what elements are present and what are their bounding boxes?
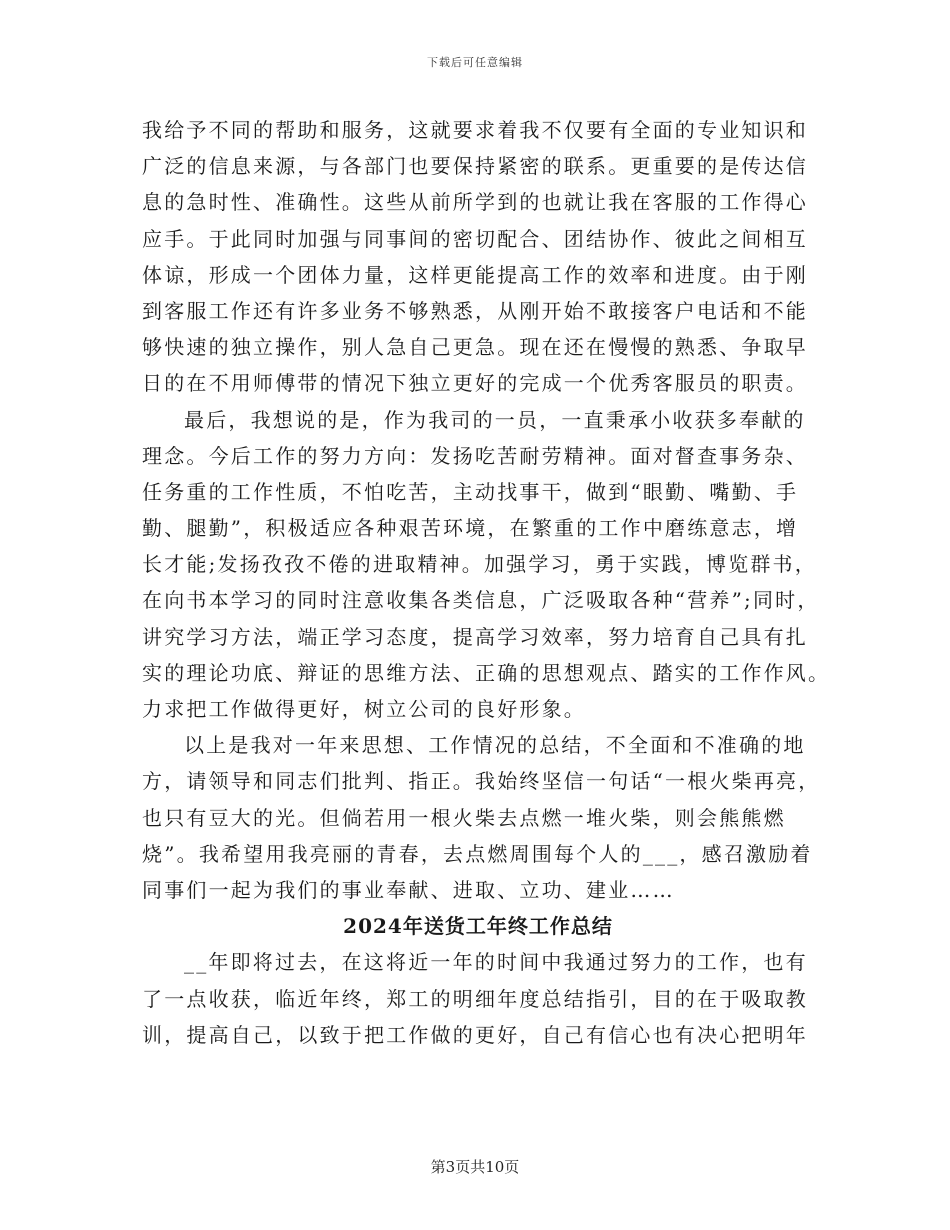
body-line-4: 应手。于此同时加强与同事间的密切配合、团结协作、彼此之间相互 [142, 226, 808, 251]
body-line-22: 同事们一起为我们的事业奉献、进取、立功、建业…… [142, 877, 675, 902]
section-line-2: 了一点收获，临近年终，郑工的明细年度总结指引，目的在于吸取教 [142, 986, 808, 1011]
body-line-19: 方，请领导和同志们批判、指正。我始终坚信一句话“一根火柴再亮， [142, 769, 821, 794]
section-line-1: __年即将过去，在这将近一年的时间中我通过努力的工作，也有 [184, 950, 808, 975]
body-line-6: 到客服工作还有许多业务不够熟悉，从刚开始不敢接客户电话和不能 [142, 298, 808, 323]
body-line-14: 在向书本学习的同时注意收集各类信息，广泛吸取各种“营养”;同时， [142, 588, 820, 613]
body-line-20: 也只有豆大的光。但倘若用一根火柴去点燃一堆火柴，则会熊熊燃 [142, 805, 786, 830]
body-line-3: 息的急时性、准确性。这些从前所学到的也就让我在客服的工作得心 [142, 190, 808, 215]
body-line-13: 长才能;发扬孜孜不倦的进取精神。加强学习，勇于实践，博览群书， [142, 552, 817, 577]
body-line-21: 烧”。我希望用我亮丽的青春，去点燃周围每个人的___，感召激励着 [142, 841, 813, 866]
section-line-3: 训，提高自己，以致于把工作做的更好，自己有信心也有决心把明年 [142, 1022, 808, 1047]
section-title: 2024年送货工年终工作总结 [343, 914, 613, 939]
page-header-note: 下载后可任意编辑 [427, 56, 523, 69]
page-number-footer: 第3页共10页 [430, 1158, 520, 1176]
body-line-15: 讲究学习方法，端正学习态度，提高学习效率，努力培育自己具有扎 [142, 624, 808, 649]
body-line-18: 以上是我对一年来思想、工作情况的总结，不全面和不准确的地 [184, 733, 806, 758]
document-body [142, 112, 831, 1053]
body-line-11: 任务重的工作性质，不怕吃苦，主动找事干，做到“眼勤、嘴勤、手 [142, 479, 799, 504]
body-line-5: 体谅，形成一个团体力量，这样更能提高工作的效率和进度。由于刚 [142, 262, 808, 287]
body-line-2: 广泛的信息来源，与各部门也要保持紧密的联系。更重要的是传达信 [142, 154, 808, 179]
body-line-10: 理念。今后工作的努力方向：发扬吃苦耐劳精神。面对督查事务杂、 [142, 443, 808, 468]
body-line-9: 最后，我想说的是，作为我司的一员，一直秉承小收获多奉献的 [184, 407, 806, 432]
body-line-7: 够快速的独立操作，别人急自己更急。现在还在慢慢的熟悉、争取早 [142, 335, 808, 360]
body-line-8: 日的在不用师傅带的情况下独立更好的完成一个优秀客服员的职责。 [142, 371, 808, 396]
body-line-16: 实的理论功底、辩证的思维方法、正确的思想观点、踏实的工作作风。 [142, 660, 831, 685]
body-line-17: 力求把工作做得更好，树立公司的良好形象。 [142, 697, 586, 721]
body-line-1: 我给予不同的帮助和服务，这就要求着我不仅要有全面的专业知识和 [142, 118, 808, 142]
body-line-12: 勤、腿勤”，积极适应各种艰苦环境，在繁重的工作中磨练意志，增 [142, 516, 799, 541]
